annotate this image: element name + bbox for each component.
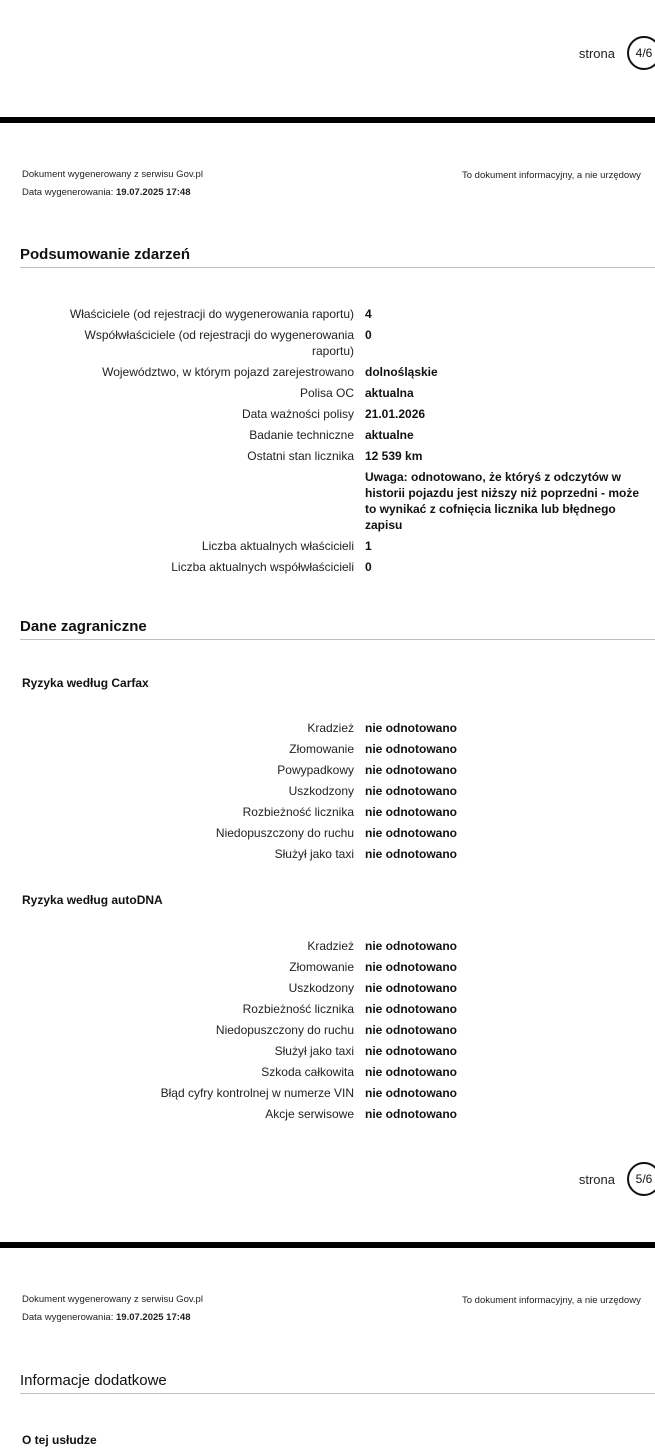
summary-row xyxy=(0,427,655,443)
row-value: aktualne xyxy=(365,428,414,442)
row-value: aktualna xyxy=(365,386,414,400)
summary-row xyxy=(0,327,655,359)
page-number-badge: 5/6 xyxy=(627,1162,655,1196)
generated-date-line xyxy=(22,184,203,202)
odometer-warning-note: Uwaga: odnotowano, że któryś z odczytów w historii pojazdu jest niższy niż poprzedni - może to wynikać z cofnięcia licznika lub błędnego zapisu xyxy=(365,470,640,532)
summary-row-note xyxy=(0,469,655,533)
row-value: nie odnotowano xyxy=(365,847,457,861)
row-value: nie odnotowano xyxy=(365,939,457,953)
row-label: Ostatni stan licznika xyxy=(247,449,354,463)
summary-row xyxy=(0,406,655,422)
row-label xyxy=(0,469,354,533)
row-value: nie odnotowano xyxy=(365,763,457,777)
risk-row xyxy=(0,980,655,996)
page-label: strona xyxy=(578,45,615,61)
risk-row xyxy=(0,762,655,778)
row-value: 4 xyxy=(365,307,372,321)
document-meta xyxy=(22,1291,203,1327)
row-label: Badanie techniczne xyxy=(249,428,354,442)
summary-row xyxy=(0,559,655,575)
risk-row xyxy=(0,1022,655,1038)
generated-source: Dokument wygenerowany z serwisu Gov.pl xyxy=(22,169,203,180)
row-value: nie odnotowano xyxy=(365,1065,457,1079)
row-value: nie odnotowano xyxy=(365,960,457,974)
risk-row xyxy=(0,1106,655,1122)
subsection-title-about: O tej usłudze xyxy=(22,1433,97,1447)
page-label: strona xyxy=(578,1171,615,1187)
subsection-title-carfax: Ryzyka według Carfax xyxy=(22,676,149,690)
document-meta xyxy=(22,166,203,202)
disclaimer-text: To dokument informacyjny, a nie urzędowy xyxy=(462,170,641,181)
row-label: Uszkodzony xyxy=(288,981,354,995)
summary-row xyxy=(0,538,655,554)
row-value: dolnośląskie xyxy=(365,365,438,379)
row-label: Liczba aktualnych współwłaścicieli xyxy=(171,560,354,574)
row-value: 1 xyxy=(365,539,372,553)
risk-row xyxy=(0,1043,655,1059)
row-value: 12 539 km xyxy=(365,449,423,463)
row-label xyxy=(0,327,354,359)
section-title-additional: Informacje dodatkowe xyxy=(20,1372,655,1394)
row-value: nie odnotowano xyxy=(365,1002,457,1016)
summary-row xyxy=(0,306,655,322)
risk-row xyxy=(0,741,655,757)
row-label: Właściciele (od rejestracji do wygenerowania raportu) xyxy=(69,307,354,321)
risk-row xyxy=(0,804,655,820)
row-value: 21.01.2026 xyxy=(365,407,426,421)
row-label: Szkoda całkowita xyxy=(261,1065,354,1079)
section-title-summary: Podsumowanie zdarzeń xyxy=(20,246,655,268)
row-label: Województwo, w którym pojazd zarejestrowano xyxy=(102,365,354,379)
page-number-badge: 4/6 xyxy=(627,36,655,70)
row-label: Data ważności polisy xyxy=(241,407,354,421)
page-indicator xyxy=(579,1162,655,1196)
row-value: 0 xyxy=(365,560,372,574)
section-title-foreign: Dane zagraniczne xyxy=(20,618,655,640)
subsection-title-autodna: Ryzyka według autoDNA xyxy=(22,893,163,907)
carfax-risk-table xyxy=(0,720,655,867)
generated-date-value: 19.07.2025 17:48 xyxy=(116,1312,191,1323)
risk-row xyxy=(0,825,655,841)
row-value: nie odnotowano xyxy=(365,1086,457,1100)
generated-date-line xyxy=(22,1309,203,1327)
risk-row xyxy=(0,720,655,736)
row-label: Powypadkowy xyxy=(277,763,354,777)
row-label: Niedopuszczony do ruchu xyxy=(215,1023,354,1037)
row-label: Służył jako taxi xyxy=(274,1044,354,1058)
row-label: Służył jako taxi xyxy=(274,847,354,861)
row-label: Rozbieżność licznika xyxy=(242,1002,354,1016)
row-label: Rozbieżność licznika xyxy=(242,805,354,819)
risk-row xyxy=(0,1085,655,1101)
disclaimer-text: To dokument informacyjny, a nie urzędowy xyxy=(462,1295,641,1306)
risk-row xyxy=(0,846,655,862)
risk-row xyxy=(0,783,655,799)
page-divider xyxy=(0,1242,655,1248)
generated-date-value: 19.07.2025 17:48 xyxy=(116,187,191,198)
row-label: Akcje serwisowe xyxy=(265,1107,354,1121)
summary-table xyxy=(0,306,655,580)
page-divider xyxy=(0,117,655,123)
autodna-risk-table xyxy=(0,938,655,1127)
row-label: Liczba aktualnych właścicieli xyxy=(201,539,354,553)
row-value: nie odnotowano xyxy=(365,981,457,995)
risk-row xyxy=(0,1001,655,1017)
row-label-text: Współwłaściciele (od rejestracji do wygenerowania raportu) xyxy=(84,328,354,358)
generated-source: Dokument wygenerowany z serwisu Gov.pl xyxy=(22,1294,203,1305)
row-value: nie odnotowano xyxy=(365,826,457,840)
page-indicator xyxy=(579,36,655,70)
row-value: nie odnotowano xyxy=(365,1107,457,1121)
risk-row xyxy=(0,1064,655,1080)
row-label: Kradzież xyxy=(307,939,354,953)
summary-row xyxy=(0,364,655,380)
risk-row xyxy=(0,938,655,954)
row-label: Błąd cyfry kontrolnej w numerze VIN xyxy=(160,1086,354,1100)
generated-date-label: Data wygenerowania: xyxy=(22,1312,114,1323)
summary-row xyxy=(0,448,655,464)
row-value: nie odnotowano xyxy=(365,1044,457,1058)
row-label: Złomowanie xyxy=(289,960,354,974)
row-value: nie odnotowano xyxy=(365,742,457,756)
row-label: Polisa OC xyxy=(299,386,354,400)
row-label: Złomowanie xyxy=(289,742,354,756)
summary-row xyxy=(0,385,655,401)
row-value: nie odnotowano xyxy=(365,721,457,735)
row-value: nie odnotowano xyxy=(365,1023,457,1037)
row-value: nie odnotowano xyxy=(365,784,457,798)
row-label: Uszkodzony xyxy=(288,784,354,798)
row-value: nie odnotowano xyxy=(365,805,457,819)
row-value: 0 xyxy=(365,328,372,342)
row-label: Kradzież xyxy=(307,721,354,735)
risk-row xyxy=(0,959,655,975)
generated-date-label: Data wygenerowania: xyxy=(22,187,114,198)
row-label: Niedopuszczony do ruchu xyxy=(215,826,354,840)
